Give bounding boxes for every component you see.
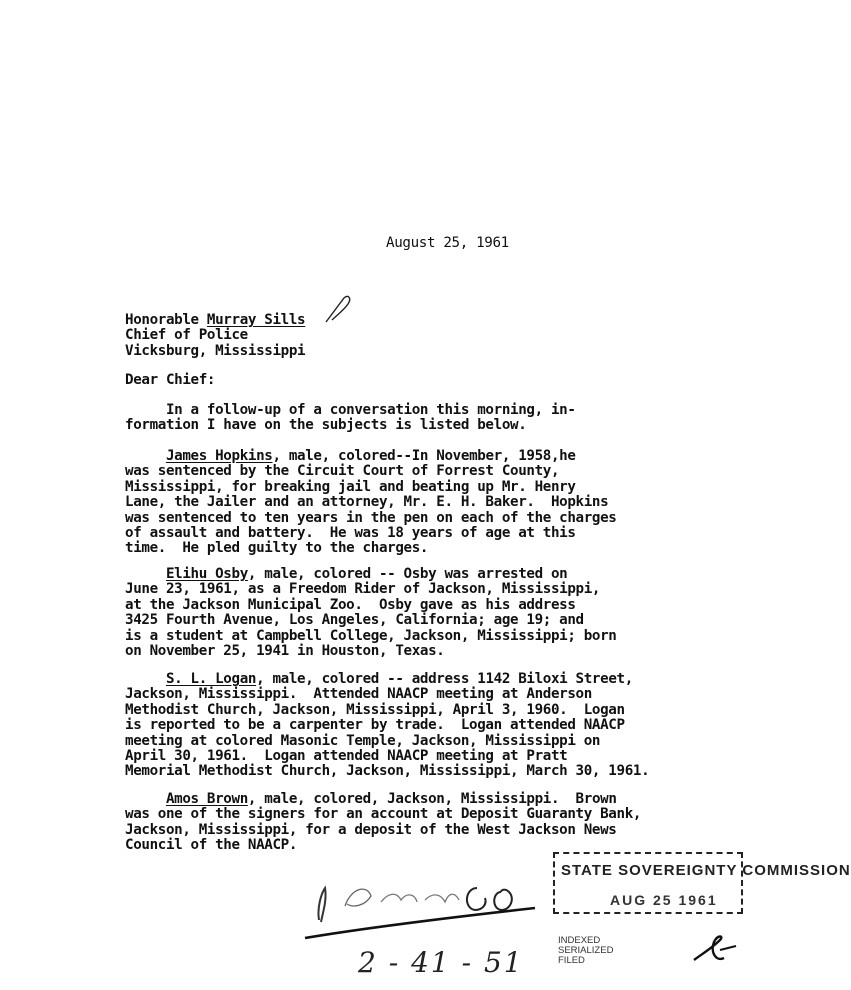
addressee-title: Chief of Police: [125, 327, 248, 344]
subject-text: , male, colored -- Osby was arrested on June 23, 1961, as a Freedom Rider of Jackson, Mississippi, at the Jackson Municipal Zoo. Osby gave as his address 3425 Fourth Avenue, Los Angeles, California; age 19; and is a student at Campbell College, Jackson, Mississippi; born on November 25, 1941 in Houston, Texas.: [125, 566, 617, 660]
honorific: Honorable: [125, 312, 207, 328]
handwritten-signature-icon: [305, 858, 545, 948]
addressee-block: [125, 313, 305, 359]
subject-paragraph-hopkins: [125, 449, 617, 557]
salutation: Dear Chief:: [125, 372, 216, 388]
subject-paragraph-osby: [125, 567, 617, 659]
commission-stamp: [553, 852, 851, 914]
stamp-item: FILED: [558, 955, 585, 966]
subject-paragraph-brown: [125, 792, 641, 854]
handwritten-initials-icon: [690, 930, 740, 970]
subject-text: , male, colored--In November, 1958,he was sentenced by the Circuit Court of Forrest County, Mississippi, for breaking jail and beating up Mr. Henry Lane, the Jailer and an attorney, Mr. E. H. Baker. Hopkins was sentenced to ten years in the pen on each of the charges of assault and battery. He was 18 years of age at this time. He pled guilty to the charges.: [125, 448, 617, 557]
subject-name: Elihu Osby: [165, 566, 248, 582]
subject-text: , male, colored -- address 1142 Biloxi Street, Jackson, Mississippi. Attended NAACP meeting at Anderson Methodist Church, Jackson, Mississippi, April 3, 1960. Logan is reported to be a carpenter by trade. Logan attended NAACP meeting at colored Masonic Temple, Jackson, Mississippi on April 30, 1961. Logan attended NAACP meeting at Pratt Memorial Methodist Church, Jackson, Mississippi, March 30, 1961.: [125, 671, 650, 780]
stamp-title: STATE SOVEREIGNTY COMMISSION: [561, 862, 851, 879]
addressee-name: Murray Sills: [206, 312, 306, 328]
subject-name: James Hopkins: [165, 448, 273, 464]
subject-name: S. L. Logan: [165, 671, 257, 687]
stamp-checklist: [558, 936, 613, 966]
stamp-date: AUG 25 1961: [610, 892, 718, 908]
stamp-item: SERIALIZED: [558, 945, 614, 956]
subject-name: Amos Brown: [165, 791, 248, 807]
addressee-city: Vicksburg, Mississippi: [125, 342, 306, 359]
stamp-item: INDEXED: [558, 935, 601, 946]
subject-paragraph-logan: [125, 672, 649, 780]
check-mark-icon: [318, 292, 358, 332]
letter-date: August 25, 1961: [386, 235, 509, 251]
intro-paragraph: In a follow-up of a conversation this morning, in- formation I have on the subjects is listed below.: [125, 402, 576, 434]
file-number: 2 - 41 - 51: [358, 946, 524, 979]
subject-text: , male, colored, Jackson, Mississippi. Brown was one of the signers for an account at Deposit Guaranty Bank, Jackson, Mississippi, for a deposit of the West Jackson News Council of the NAACP.: [125, 791, 642, 854]
